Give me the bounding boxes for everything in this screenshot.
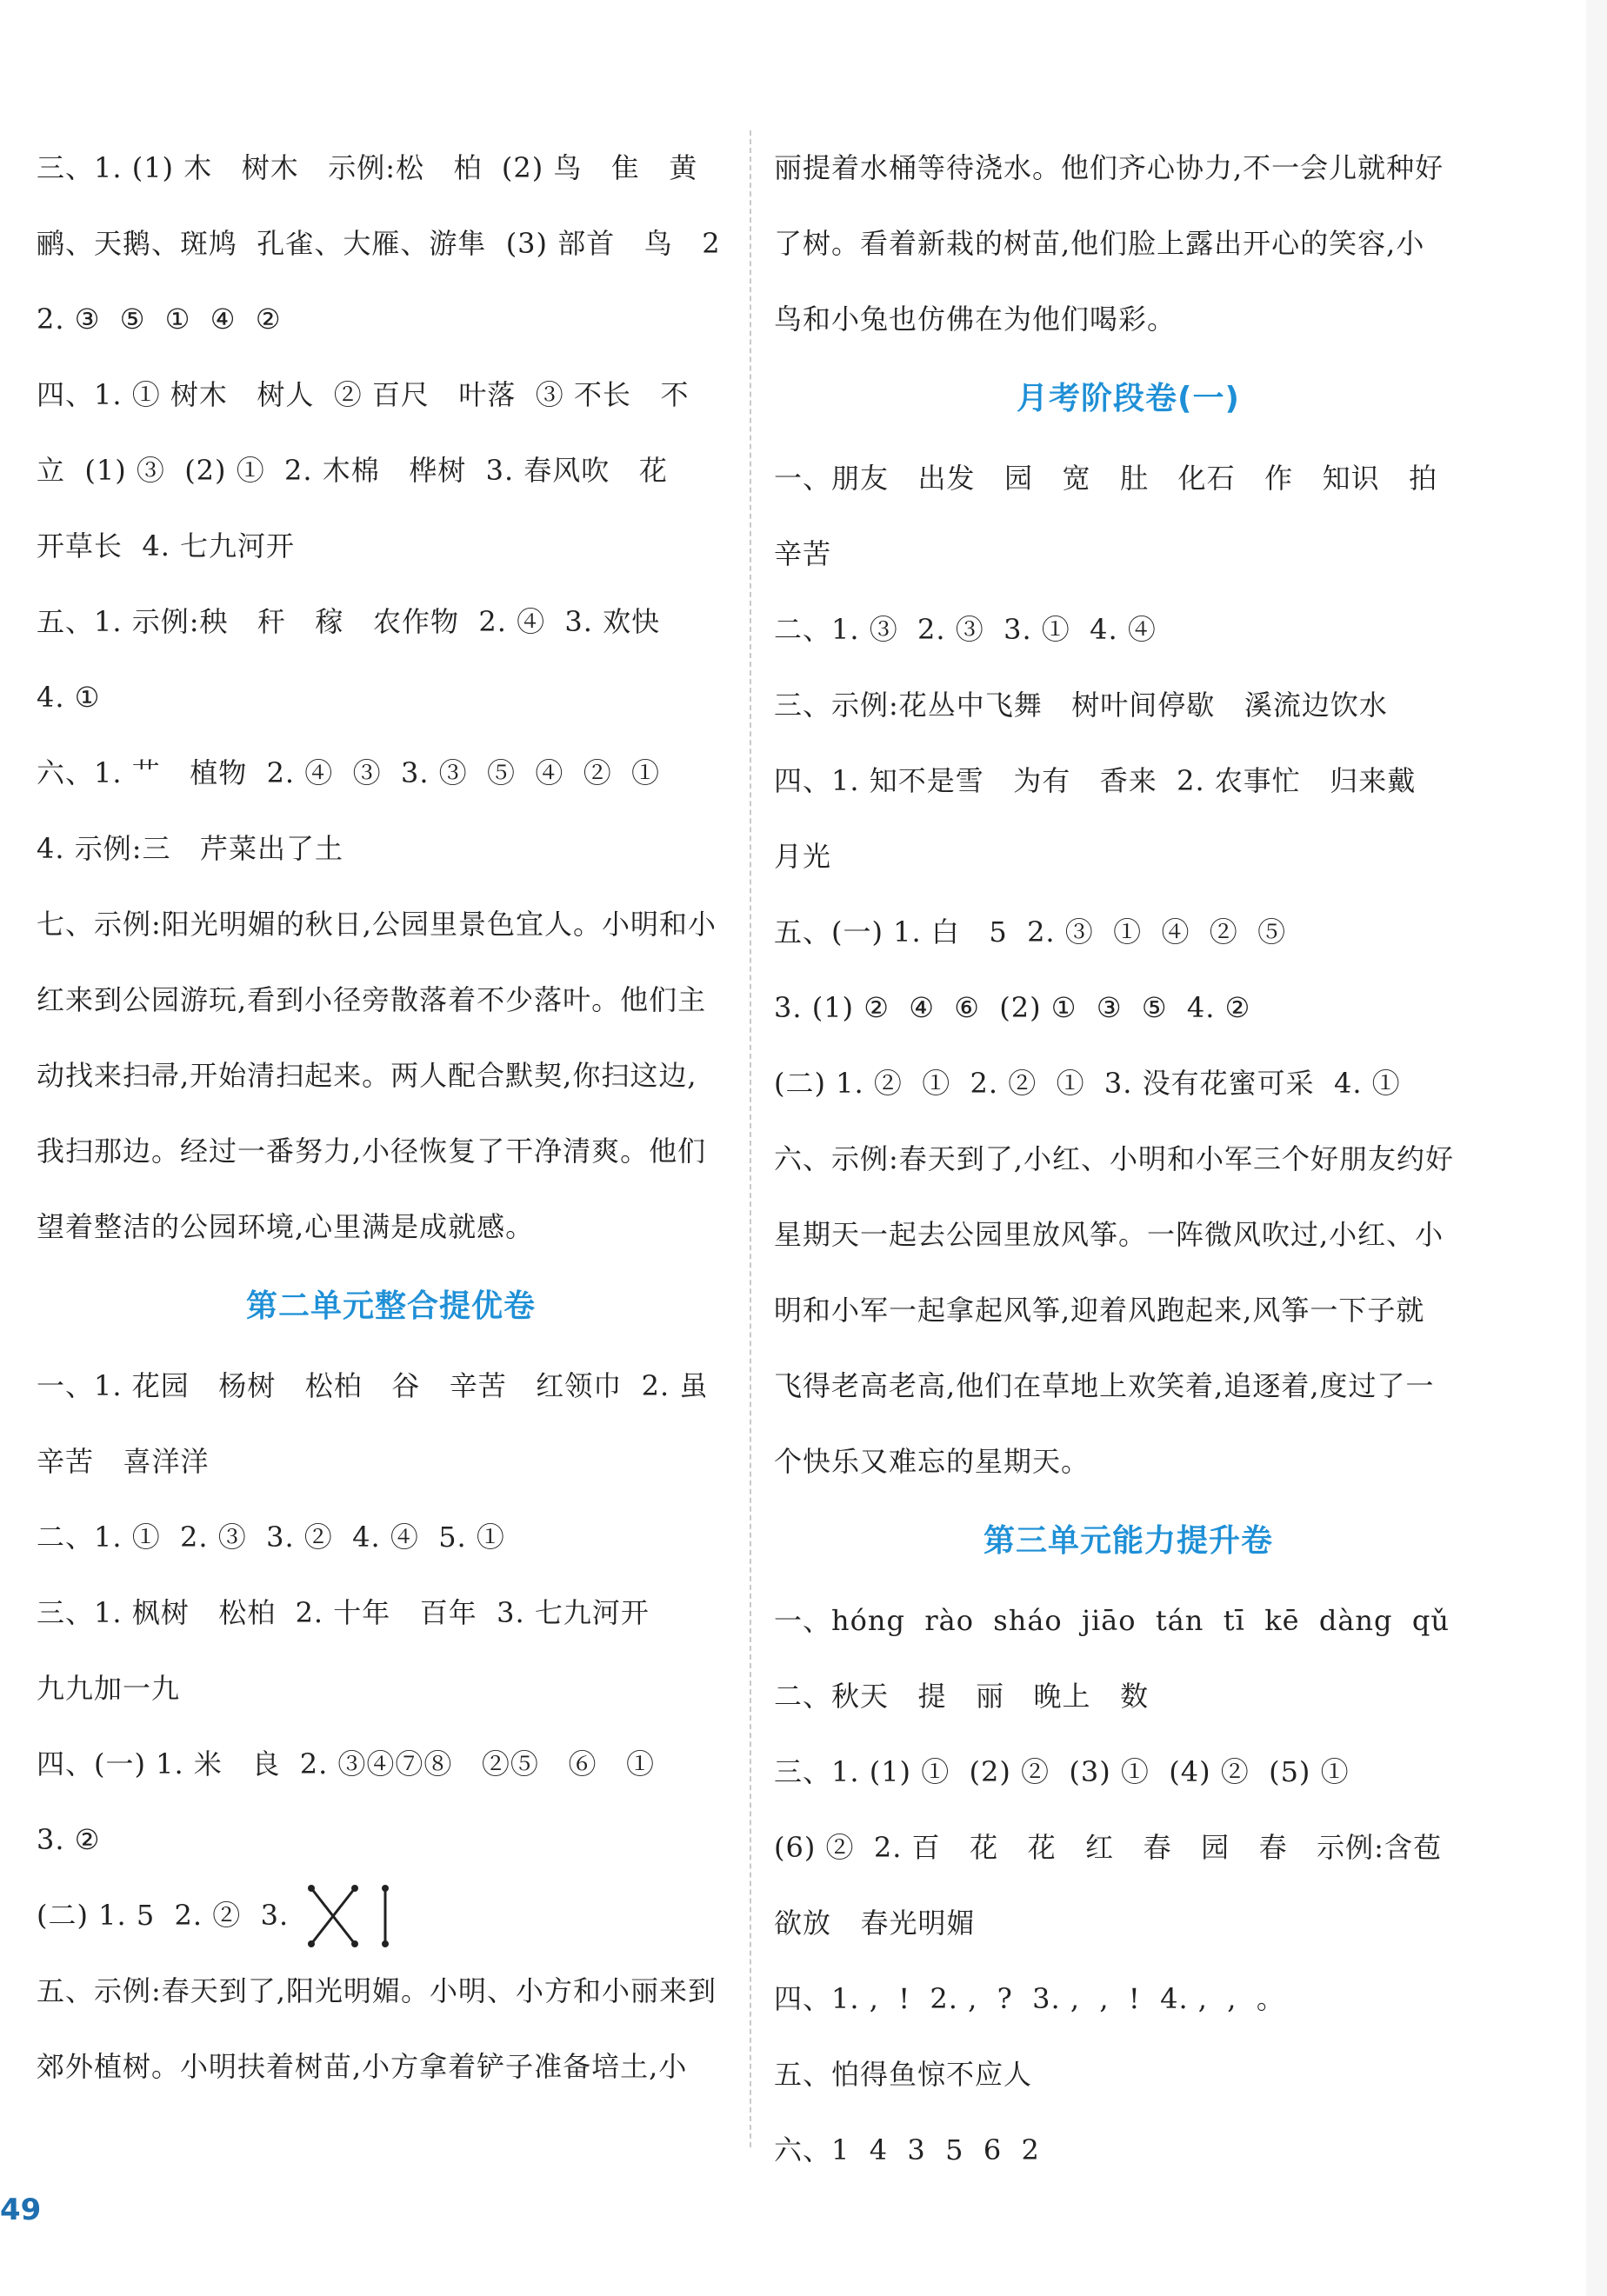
answer-line: 月光 [774, 840, 832, 873]
answer-line: 星期天一起去公园里放风筝。一阵微风吹过,小红、小 [774, 1218, 1444, 1251]
answer-line: 明和小军一起拿起风筝,迎着风跑起来,风筝一下子就 [774, 1294, 1425, 1327]
answer-line: 我扫那边。经过一番努力,小径恢复了干净清爽。他们 [37, 1135, 707, 1168]
answer-line: 一、朋友 出发 园 宽 肚 化石 作 知识 拍 [774, 462, 1438, 495]
answer-line: 4. ① [37, 681, 101, 714]
answer-line: 四、1. 知不是雪 为有 香来 2. 农事忙 归来戴 [774, 764, 1417, 797]
answer-line: 动找来扫帚,开始清扫起来。两人配合默契,你扫这边, [37, 1059, 697, 1092]
answer-line: 欲放 春光明媚 [774, 1907, 976, 1940]
answer-line: 2. ③ ⑤ ① ④ ② [37, 303, 282, 336]
answer-line: 三、1. 枫树 松柏 2. 十年 百年 3. 七九河开 [37, 1596, 650, 1629]
answer-line: 七、示例:阳光明媚的秋日,公园里景色宜人。小明和小 [37, 908, 717, 941]
answer-line: 四、1. , ! 2. , ? 3. , , ! 4. , , 。 [774, 1982, 1285, 2015]
answer-line: 四、(一) 1. 米 良 2. ③④⑦⑧ ②⑤ ⑥ ① [37, 1747, 655, 1780]
answer-line: 个快乐又难忘的星期天。 [774, 1445, 1090, 1478]
matching-answer-text: (二) 1. 5 2. ② 3. [37, 1899, 290, 1932]
answer-line: 了树。看着新栽的树苗,他们脸上露出开心的笑容,小 [774, 227, 1425, 260]
answer-line: 3. (1) ② ④ ⑥ (2) ① ③ ⑤ 4. ② [774, 991, 1251, 1024]
answer-line: 二、秋天 提 丽 晚上 数 [774, 1680, 1150, 1713]
answer-line: (二) 1. ② ① 2. ② ① 3. 没有花蜜可采 4. ① [774, 1067, 1401, 1100]
page-number: 49 [0, 2193, 42, 2227]
section-heading: 月考阶段卷(一) [1017, 381, 1240, 416]
answer-line: 五、(一) 1. 白 5 2. ③ ① ④ ② ⑤ [774, 915, 1287, 948]
answer-line: 辛苦 [774, 537, 832, 570]
answer-line: 立 (1) ③ (2) ① 2. 木棉 桦树 3. 春风吹 花 [37, 454, 668, 487]
answer-line: 九九加一九 [37, 1672, 181, 1705]
answer-line: 开草长 4. 七九河开 [37, 529, 296, 562]
column-divider [750, 130, 751, 2147]
answer-line: 3. ② [37, 1823, 101, 1856]
answer-line: 4. 示例:三 芹菜出了土 [37, 832, 344, 865]
answer-line: (6) ② 2. 百 花 花 红 春 园 春 示例:含苞 [774, 1831, 1442, 1864]
answer-line: 六、1. 艹 植物 2. ④ ③ 3. ③ ⑤ ④ ② ① [37, 756, 661, 789]
answer-line: 飞得老高老高,他们在草地上欢笑着,追逐着,度过了一 [774, 1369, 1435, 1402]
answer-line: 郊外植树。小明扶着树苗,小方拿着铲子准备培土,小 [37, 2050, 688, 2083]
page-edge [1586, 0, 1607, 2296]
answer-line: 望着整洁的公园环境,心里满是成就感。 [37, 1210, 535, 1243]
answer-line: 二、1. ① 2. ③ 3. ② 4. ④ 5. ① [37, 1521, 505, 1554]
answer-line: 五、示例:春天到了,阳光明媚。小明、小方和小丽来到 [37, 1974, 717, 2007]
answer-line: 红来到公园游玩,看到小径旁散落着不少落叶。他们主 [37, 983, 707, 1016]
answer-line: 三、1. (1) ① (2) ② (3) ① (4) ② (5) ① [774, 1755, 1350, 1788]
section-heading: 第三单元能力提升卷 [983, 1523, 1273, 1559]
matching-answer-line [37, 1878, 398, 1953]
answer-line: 鸟和小兔也仿佛在为他们喝彩。 [774, 303, 1177, 336]
answer-line: 四、1. ① 树木 树人 ② 百尺 叶落 ③ 不长 不 [37, 378, 690, 411]
answer-line: 二、1. ③ 2. ③ 3. ① 4. ④ [774, 613, 1157, 646]
answer-line: 三、示例:花丛中飞舞 树叶间停歇 溪流边饮水 [774, 689, 1388, 722]
left-column [37, 130, 745, 2105]
answer-line: 五、1. 示例:秧 秆 稼 农作物 2. ④ 3. 欢快 [37, 605, 661, 638]
answer-line: 鹂、天鹅、斑鸠 孔雀、大雁、游隼 (3) 部首 鸟 2 [37, 227, 721, 260]
answer-line: 丽提着水桶等待浇水。他们齐心协力,不一会儿就种好 [774, 151, 1444, 184]
answer-line: 五、怕得鱼惊不应人 [774, 2058, 1033, 2091]
answer-line: 辛苦 喜洋洋 [37, 1445, 210, 1478]
answer-line: 六、1 4 3 5 6 2 [774, 2133, 1040, 2166]
answer-line: 三、1. (1) 木 树木 示例:松 柏 (2) 鸟 隹 黄 [37, 151, 698, 184]
right-column [774, 130, 1483, 2188]
answer-line: 六、示例:春天到了,小红、小明和小军三个好朋友约好 [774, 1142, 1454, 1175]
matching-lines-figure [303, 1881, 398, 1951]
answer-line: 一、hóng rào sháo jiāo tán tī kē dàng qǔ [774, 1604, 1450, 1637]
section-heading: 第二单元整合提优卷 [245, 1288, 536, 1324]
answer-line: 一、1. 花园 杨树 松柏 谷 辛苦 红领巾 2. 虽 [37, 1369, 709, 1402]
